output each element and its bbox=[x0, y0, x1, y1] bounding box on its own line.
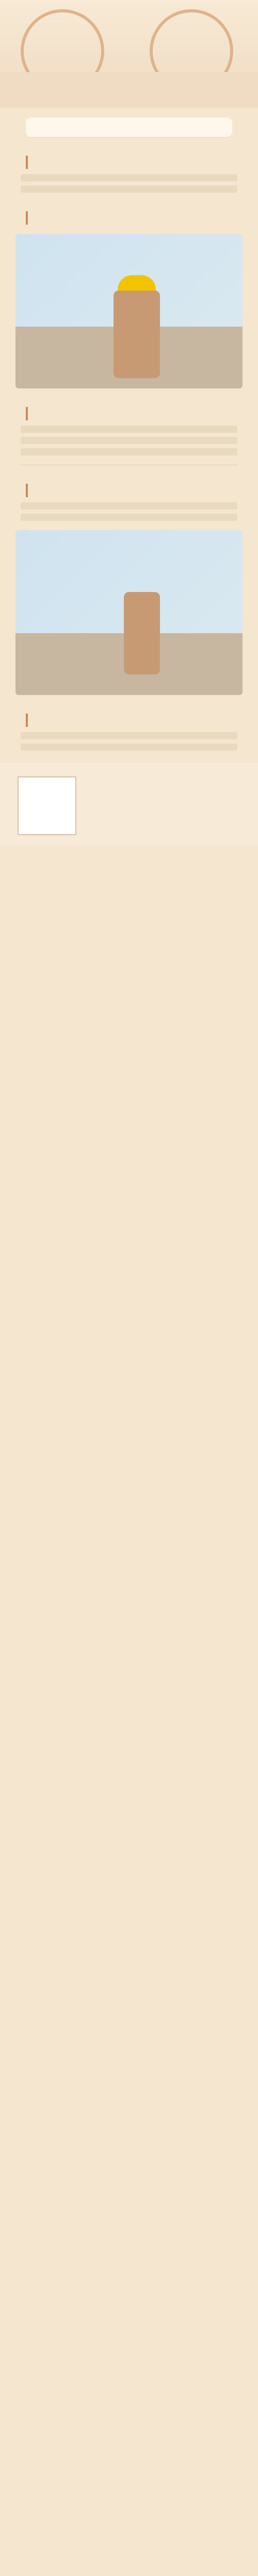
footer-area bbox=[0, 763, 258, 845]
paragraph-placeholder bbox=[21, 732, 237, 739]
paragraph-placeholder bbox=[21, 426, 237, 433]
section-accent-bar bbox=[26, 714, 28, 727]
section-header-2 bbox=[26, 211, 232, 225]
paragraph-placeholder bbox=[21, 185, 237, 193]
paragraph-placeholder bbox=[21, 448, 237, 455]
paragraph-placeholder bbox=[21, 743, 237, 751]
paragraph-placeholder bbox=[21, 174, 237, 181]
section-accent-bar bbox=[26, 156, 28, 169]
worker-photo bbox=[15, 234, 243, 388]
paragraph-placeholder bbox=[21, 502, 237, 510]
table-of-contents bbox=[26, 117, 232, 137]
paragraph-placeholder bbox=[21, 437, 237, 444]
section-header-5 bbox=[26, 714, 232, 727]
section-accent-bar bbox=[26, 407, 28, 420]
rider-figure bbox=[124, 592, 160, 674]
horse-rider-photo bbox=[15, 530, 243, 695]
paragraph-placeholder bbox=[21, 514, 237, 521]
section-header-4 bbox=[26, 484, 232, 497]
article-page bbox=[0, 0, 258, 845]
qr-code bbox=[18, 776, 76, 835]
section-header-3 bbox=[26, 407, 232, 420]
section-accent-bar bbox=[26, 211, 28, 225]
section-accent-bar bbox=[26, 484, 28, 497]
section-header-1 bbox=[26, 156, 232, 169]
hero-bottom-band bbox=[0, 72, 258, 108]
worker-figure bbox=[114, 291, 160, 378]
hero-banner bbox=[0, 0, 258, 108]
